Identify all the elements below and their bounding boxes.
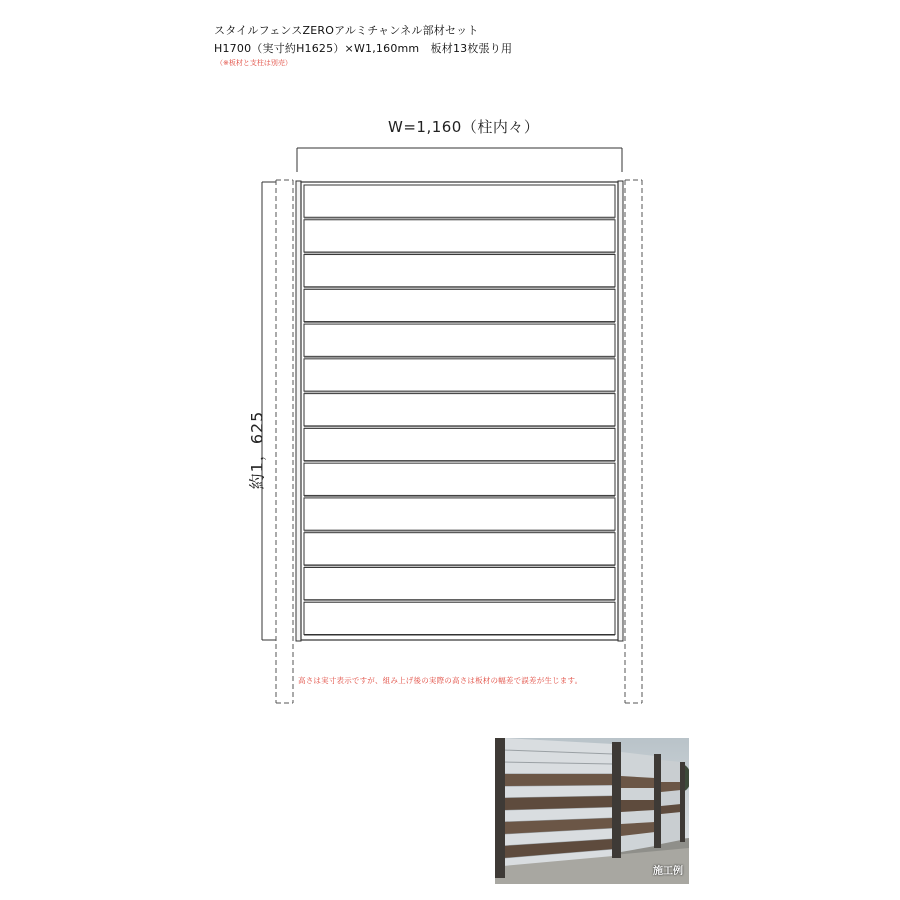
width-dimension-line — [297, 148, 622, 172]
board-2 — [304, 220, 615, 252]
installation-example-photo — [495, 738, 689, 884]
board-3 — [304, 255, 615, 287]
left-channel — [296, 181, 301, 641]
board-5 — [304, 324, 615, 356]
board-6 — [304, 359, 615, 391]
height-caution-note: 高さは実寸表示ですが、組み上げ後の実際の高さは板材の幅差で誤差が生じます。 — [298, 676, 583, 685]
photo-caption: 施工例 — [653, 866, 683, 877]
board-10 — [304, 498, 615, 530]
board-4 — [304, 289, 615, 321]
right-channel — [618, 181, 623, 641]
board-12 — [304, 567, 615, 599]
board-1 — [304, 185, 615, 217]
board-9 — [304, 463, 615, 495]
title-line-1: スタイルフェンスZEROアルミチャンネル部材セット — [214, 24, 479, 37]
left-post — [276, 180, 293, 703]
board-13 — [304, 602, 615, 634]
board-8 — [304, 428, 615, 460]
board-7 — [304, 394, 615, 426]
boards-group — [304, 185, 615, 636]
title-line-2: H1700（実寸約H1625）×W1,160mm 板材13枚張り用 — [214, 42, 513, 55]
sold-separately-note: （※板材と支柱は別売） — [216, 59, 292, 67]
height-dimension-label: 約1，625 — [247, 410, 267, 490]
board-11 — [304, 533, 615, 565]
height-dimension-line — [262, 182, 276, 640]
right-post — [625, 180, 642, 703]
width-dimension-label: W=1,160（柱内々） — [388, 118, 540, 136]
